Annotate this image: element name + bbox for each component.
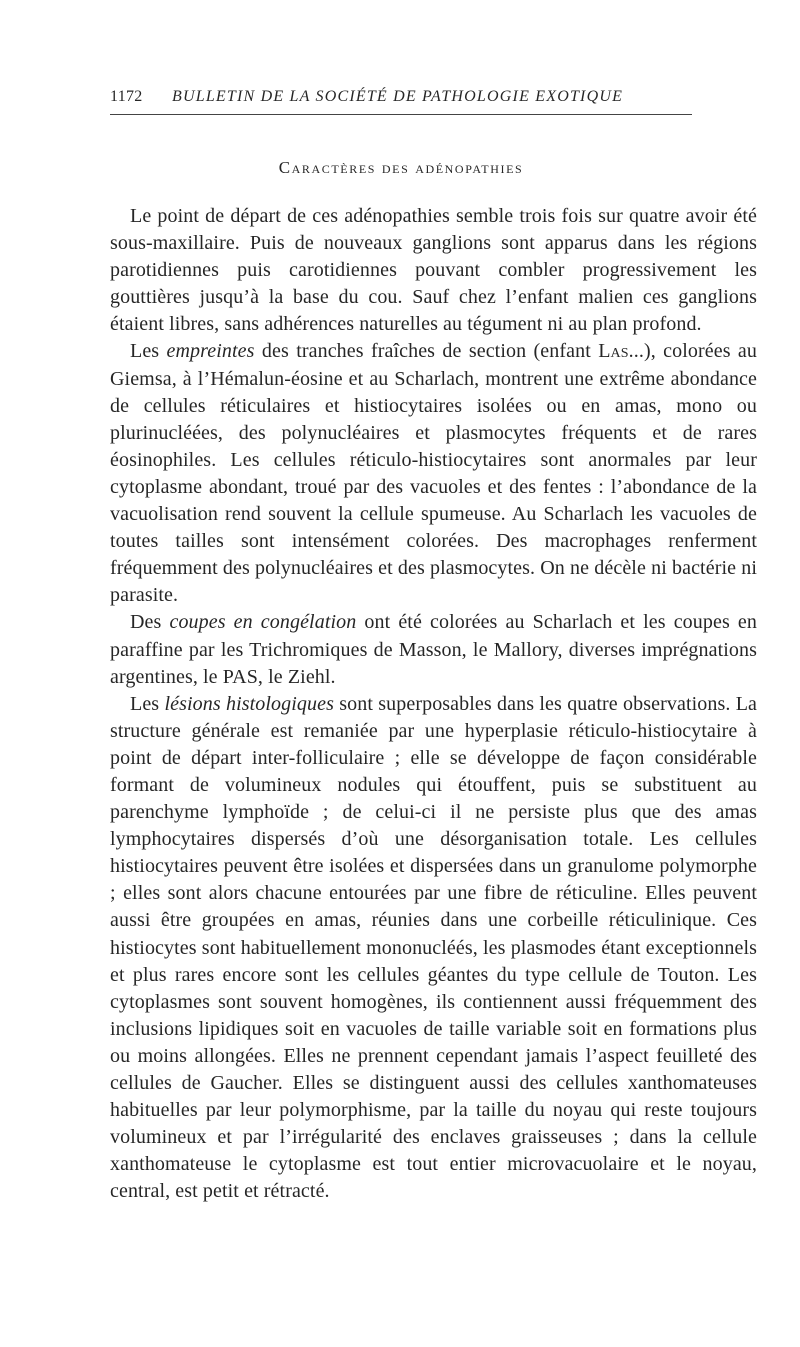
paragraph-1-text: Le point de départ de ces adénopathies semble trois fois sur quatre avoir été sous-maxillaire. Puis de nouveaux ganglions sont apparus dans les régions parotidiennes puis carotidiennes pouvant combler progressivement les gouttières jusqu’à la base du cou. Sauf chez l’enfant malien ces ganglions étaient libres, sans adhérences naturelles au tégument ni au plan profond. — [110, 205, 757, 336]
paragraph-2 — [110, 338, 757, 609]
paragraph-2-rest: ...), colorées au Giemsa, à l’Hémalun-éosine et au Scharlach, montrent une extrême abondance de cellules réticulaires et histiocytaires isolées ou en amas, mono ou plurinucléées, des polynucléaires et plasmocytes fréquents et de rares éosinophiles. Les cellules réticulo-histiocytaires sont anormales par leur cytoplasme abondant, troué par des vacuoles et des fentes : l’abondance de la vacuolisation rend souvent la cellule spumeuse. Au Scharlach les vacuoles de toutes tailles sont intensément colorées. Des macrophages renferment fréquemment des polynucléaires et des plasmocytes. On ne décèle ni bactérie ni parasite. — [110, 340, 757, 607]
header-rule — [110, 114, 692, 115]
paragraph-4-rest: sont superposables dans les quatre observations. La structure générale est remaniée par une hyperplasie réticulo-histiocytaire à point de départ inter-folliculaire ; elle se développe de façon considérable formant de volumineux nodules qui étouffent, puis se substituent au parenchyme lymphoïde ; de celui-ci il ne persiste plus que des amas lymphocytaires dispersés d’où une désorganisation totale. Les cellules histiocytaires peuvent être isolées et dispersées dans un granulome polymorphe ; elles sont alors chacune entourées par une fibre de réticuline. Elles peuvent aussi être groupées en amas, réunies dans une corbeille réticulinique. Ces histiocytes sont habituellement mononucléés, les plasmodes étant exceptionnels et plus rares encore sont les cellules géantes du type cellule de Touton. Les cytoplasmes sont souvent homogènes, ils contiennent aussi fréquemment des inclusions lipidiques soit en vacuoles de taille variable soit en formations plus ou moins allongées. Elles ne prennent cependant jamais l’aspect feuilleté des cellules de Gaucher. Elles se distinguent aussi des cellules xanthomateuses habituelles par leur polymorphisme, par la taille du noyau qui reste toujours volumineux et par l’irrégularité des enclaves graisseuses ; dans la cellule xanthomateuse le cytoplasme est tout entier microvacuolaire et le noyau, central, est petit et rétracté. — [110, 692, 758, 1203]
paragraph-3 — [110, 609, 757, 690]
paragraph-4-emphasis: lésions histologiques — [164, 692, 334, 715]
paragraph-3-emphasis: coupes en congélation — [169, 611, 357, 634]
paragraph-4-lead: Les — [130, 692, 165, 715]
paragraph-3-lead: Des — [130, 611, 170, 634]
patient-name: Las — [598, 340, 629, 363]
paragraph-4 — [110, 691, 757, 1206]
running-header — [110, 88, 674, 110]
paragraph-2-mid: des tranches fraîches de section (enfant — [254, 340, 599, 363]
journal-title: BULLETIN DE LA SOCIÉTÉ DE PATHOLOGIE EXOTIQUE — [172, 88, 624, 105]
article-body — [110, 203, 757, 1205]
page-number: 1172 — [110, 88, 143, 105]
paragraph-2-lead: Les — [130, 340, 167, 363]
paragraph-1 — [110, 203, 757, 338]
paragraph-3-rest: ont été colorées au Scharlach et les coupes en paraffine par les Trichromiques de Masson, le Mallory, diverses imprégnations argentines, le PAS, le Ziehl. — [110, 611, 757, 688]
section-title: Caractères des adénopathies — [278, 158, 524, 177]
paragraph-2-emphasis: empreintes — [166, 340, 255, 363]
